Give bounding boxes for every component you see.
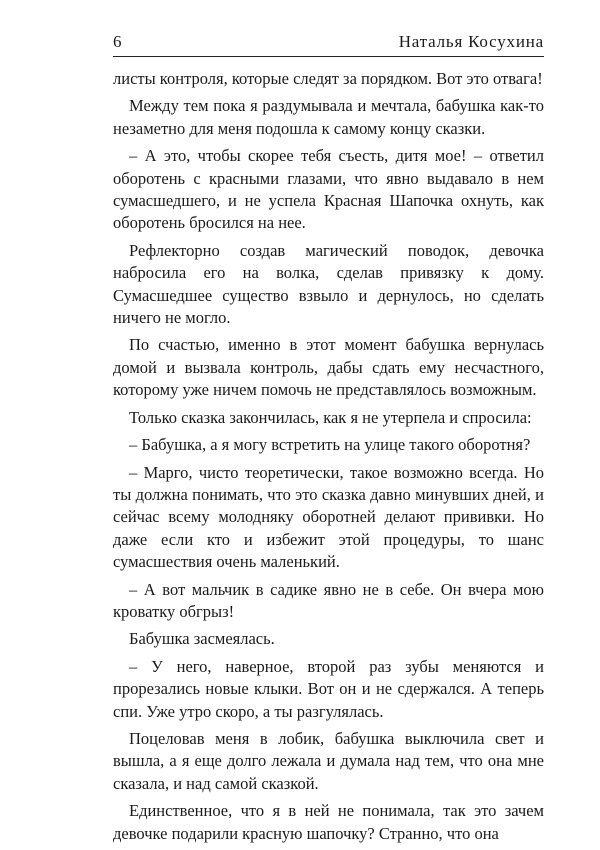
paragraph-13: Единственное, что я в ней не понимала, так это зачем девочке подарили красную шапочку? Странно, что она	[113, 801, 544, 843]
paragraph-7: – Бабушка, а я могу встретить на улице такого оборотня?	[129, 435, 531, 455]
running-header	[113, 26, 544, 57]
paragraph-8: – Марго, чисто теоретически, такое возможно всегда. Но ты должна понимать, что это сказка давно минувших дней, и сейчас всему молодняку оборотней делают прививки. Но даже если кто и избежит этой процедуры, то шанс сумасшествия очень маленький.	[113, 462, 544, 572]
paragraph-6: Только сказка закончилась, как я не утерпела и спросила:	[129, 407, 532, 427]
paragraph-10: Бабушка засмеялась.	[129, 629, 275, 649]
paragraph-11: – У него, наверное, второй раз зубы меняются и прорезались новые клыки. Вот он и не сдержался. А теперь спи. Уже утро скоро, а ты разгулялась.	[113, 656, 544, 721]
paragraph-12: Поцеловав меня в лобик, бабушка выключила свет и вышла, а я еще долго лежала и думала над тем, что она мне сказала, и над самой сказкой.	[113, 728, 544, 793]
page-number: 6	[113, 32, 122, 51]
paragraph-3: – А это, чтобы скорее тебя съесть, дитя мое! – ответил оборотень с красными глазами, что явно выдавало в нем сумасшедшего, и не успела Красная Шапочка охнуть, как оборотень бросился на нее.	[113, 146, 544, 233]
body-text	[113, 68, 544, 850]
paragraph-2: Между тем пока я раздумывала и мечтала, бабушка как-то незаметно для меня подошла к самому концу сказки.	[113, 96, 544, 138]
author-name: Наталья Косухина	[398, 32, 544, 51]
paragraph-4: Рефлекторно создав магический поводок, девочка набросила его на волка, сделав привязку к дому. Сумасшедшее существо взвыло и дернулось, но сделать ничего не могло.	[113, 240, 544, 328]
paragraph-9: – А вот мальчик в садике явно не в себе. Он вчера мою кроватку обгрыз!	[113, 579, 544, 621]
paragraph-5: По счастью, именно в этот момент бабушка вернулась домой и вызвала контроль, дабы сдать ему несчастного, которому уже ничем помочь не представлялось возможным.	[113, 335, 544, 400]
paragraph-1: листы контроля, которые следят за порядком. Вот это отвага!	[113, 69, 543, 88]
